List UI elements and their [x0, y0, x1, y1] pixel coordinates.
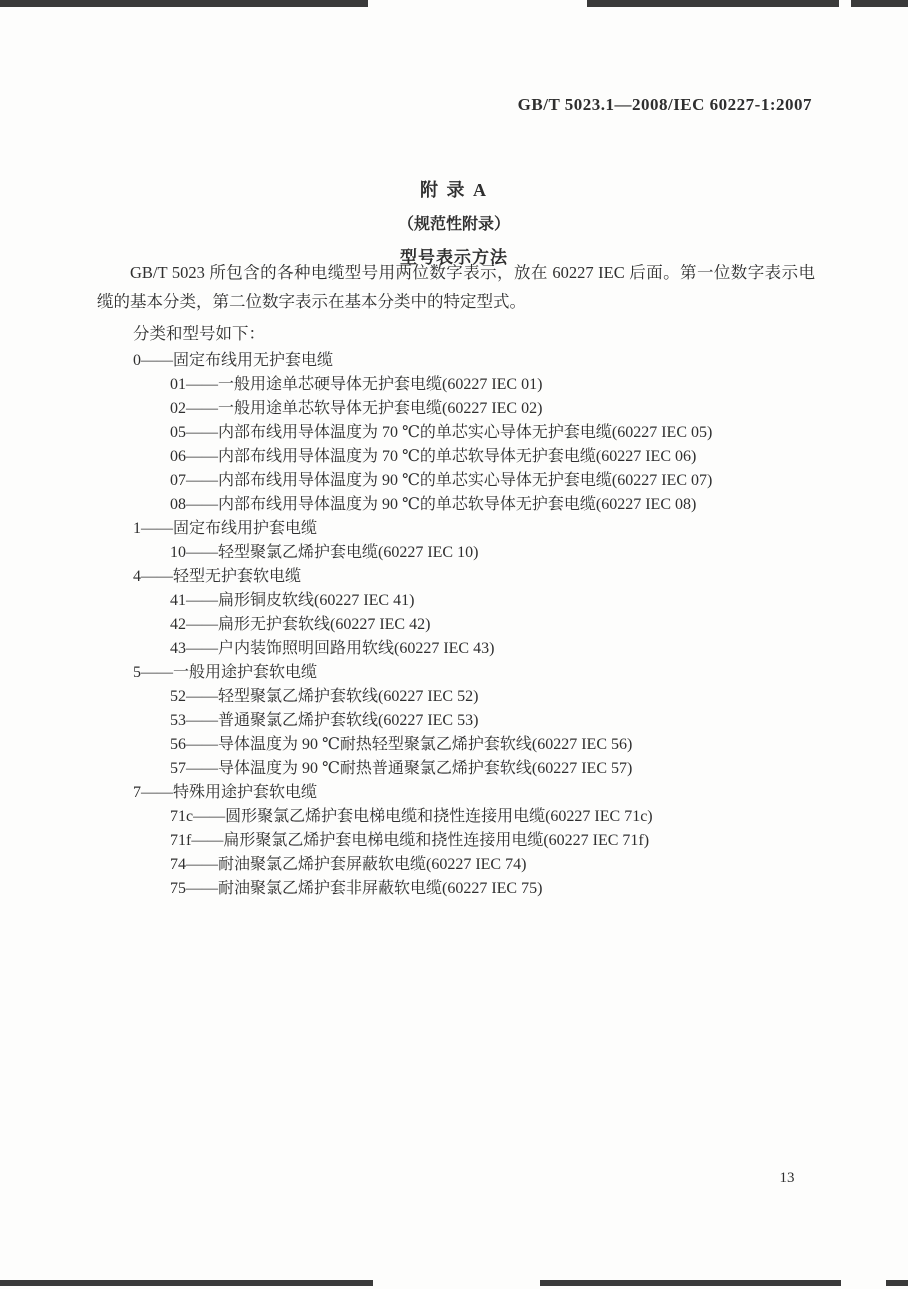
scan-artifact-bar-top-left	[0, 0, 368, 7]
list-item: 53——普通聚氯乙烯护套软线(60227 IEC 53)	[170, 712, 479, 729]
list-item: 08——内部布线用导体温度为 90 ℃的单芯软导体无护套电缆(60227 IEC 08)	[170, 496, 697, 513]
scan-artifact-bar-top-right	[851, 0, 908, 7]
scan-artifact-bar-bottom-middle	[540, 1280, 841, 1286]
list-item: 05——内部布线用导体温度为 70 ℃的单芯实心导体无护套电缆(60227 IEC 05)	[170, 424, 713, 441]
list-item: 57——导体温度为 90 ℃耐热普通聚氯乙烯护套软线(60227 IEC 57)	[170, 760, 633, 777]
list-item: 52——轻型聚氯乙烯护套软线(60227 IEC 52)	[170, 688, 479, 705]
scan-artifact-bar-bottom-left	[0, 1280, 373, 1286]
list-intro: 分类和型号如下：	[133, 324, 265, 343]
appendix-subtitle: （规范性附录）	[397, 216, 510, 233]
list-item: 07——内部布线用导体温度为 90 ℃的单芯实心导体无护套电缆(60227 IEC 07)	[170, 472, 713, 489]
list-item: 0——固定布线用无护套电缆	[133, 352, 334, 369]
standard-number-header: GB/T 5023.1—2008/IEC 60227-1:2007	[517, 95, 812, 114]
list-item: 4——轻型无护套软电缆	[133, 568, 302, 585]
list-item: 41——扁形铜皮软线(60227 IEC 41)	[170, 592, 415, 609]
list-item: 01——一般用途单芯硬导体无护套电缆(60227 IEC 01)	[170, 376, 543, 393]
page-content	[97, 258, 815, 901]
list-item: 42——扁形无护套软线(60227 IEC 42)	[170, 616, 431, 633]
scan-artifact-bar-top-middle	[587, 0, 839, 7]
list-item: 75——耐油聚氯乙烯护套非屏蔽软电缆(60227 IEC 75)	[170, 880, 543, 897]
appendix-heading: 型号表示方法	[400, 248, 508, 267]
list-item: 1——固定布线用护套电缆	[133, 520, 318, 537]
appendix-title: 附 录 A	[420, 180, 488, 200]
list-item: 7——特殊用途护套软电缆	[133, 784, 318, 801]
list-item: 43——户内装饰照明回路用软线(60227 IEC 43)	[170, 640, 495, 657]
scan-artifact-bar-bottom-right	[886, 1280, 908, 1286]
list-item: 74——耐油聚氯乙烯护套屏蔽软电缆(60227 IEC 74)	[170, 856, 527, 873]
list-item: 56——导体温度为 90 ℃耐热轻型聚氯乙烯护套软线(60227 IEC 56)	[170, 736, 633, 753]
appendix-title-block	[0, 176, 908, 268]
list-item: 5——一般用途护套软电缆	[133, 664, 318, 681]
page-number: 13	[779, 1170, 795, 1186]
list-item: 71c——圆形聚氯乙烯护套电梯电缆和挠性连接用电缆(60227 IEC 71c)	[170, 808, 653, 825]
list-item: 10——轻型聚氯乙烯护套电缆(60227 IEC 10)	[170, 544, 479, 561]
list-item: 06——内部布线用导体温度为 70 ℃的单芯软导体无护套电缆(60227 IEC 06)	[170, 448, 697, 465]
cable-type-list	[97, 349, 815, 901]
intro-paragraph: GB/T 5023 所包含的各种电缆型号用两位数字表示，放在 60227 IEC 后面。第一位数字表示电缆的基本分类，第二位数字表示在基本分类中的特定型式。	[97, 263, 815, 311]
list-item: 02——一般用途单芯软导体无护套电缆(60227 IEC 02)	[170, 400, 543, 417]
list-item: 71f——扁形聚氯乙烯护套电梯电缆和挠性连接用电缆(60227 IEC 71f)	[170, 832, 650, 849]
